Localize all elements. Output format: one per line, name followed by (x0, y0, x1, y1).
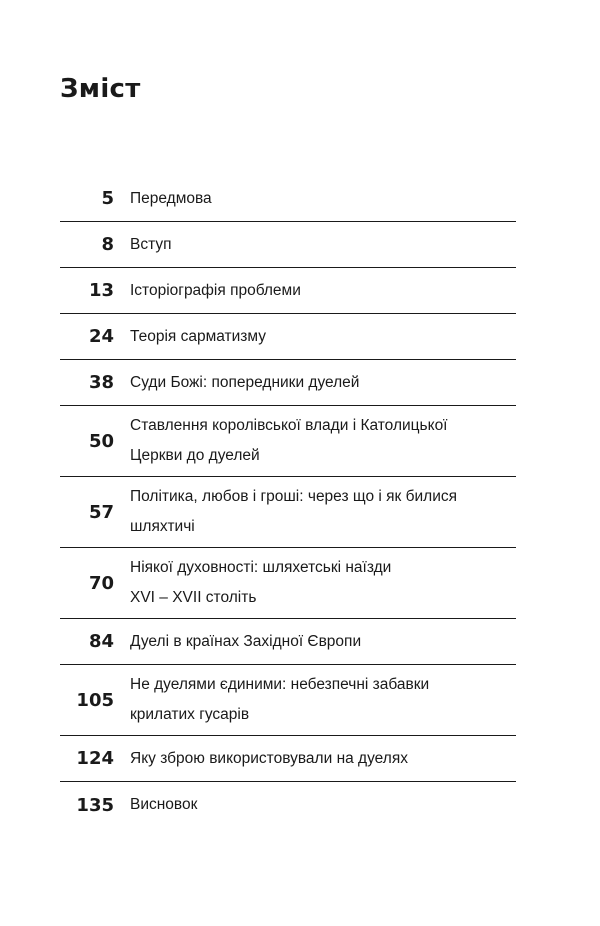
toc-title-line: Ніякої духовності: шляхетські наїзди (130, 559, 392, 576)
toc-page-number: 13 (88, 280, 114, 301)
toc-page-number: 5 (101, 188, 114, 209)
toc-page-number: 8 (101, 234, 114, 255)
toc-title-line: Яку зброю використовували на дуелях (130, 749, 408, 767)
toc-title-line: Висновок (130, 796, 198, 813)
table-of-contents (60, 176, 516, 828)
toc-entry-title (130, 482, 457, 542)
toc-page-number: 50 (88, 430, 114, 452)
toc-entry-title (130, 322, 266, 352)
toc-entry-title (130, 411, 448, 471)
toc-entry-title (130, 790, 197, 820)
toc-page-number: 105 (76, 689, 114, 711)
toc-title-line: XVI – XVII століть (130, 589, 257, 606)
toc-entry (60, 665, 516, 736)
toc-page-number: 38 (88, 372, 114, 393)
toc-entry (60, 477, 516, 548)
toc-entry-title (130, 230, 172, 260)
toc-entry (60, 176, 516, 222)
toc-entry-title (130, 276, 301, 306)
toc-page-number: 84 (88, 631, 114, 652)
toc-title-line: Не дуелями єдиними: небезпечні забавки (130, 676, 430, 693)
toc-entry-title (130, 368, 359, 398)
toc-title-line: Церкви до дуелей (130, 447, 260, 464)
toc-entry-title (130, 553, 391, 613)
toc-page-number: 70 (88, 572, 114, 594)
toc-entry (60, 314, 516, 360)
toc-entry-title (130, 670, 429, 730)
toc-page-number: 24 (88, 326, 114, 347)
toc-title-line: Історіографія проблеми (130, 281, 301, 299)
toc-page-number: 124 (76, 748, 114, 769)
toc-title-line: Теорія сарматизму (130, 327, 266, 345)
toc-title-line: Політика, любов і гроші: через що і як билися (130, 488, 457, 505)
toc-entry (60, 268, 516, 314)
toc-entry-title (130, 627, 361, 657)
toc-title-line: Дуелі в країнах Західної Європи (130, 632, 362, 650)
toc-entry (60, 360, 516, 406)
toc-page-number: 57 (88, 501, 114, 523)
toc-title-line: Суди Божі: попередники дуелей (130, 373, 360, 391)
toc-title-line: Передмова (130, 189, 212, 207)
toc-title-line: Вступ (130, 235, 172, 253)
toc-entry (60, 548, 516, 619)
toc-title-line: Ставлення королівської влади і Католицької (130, 417, 448, 434)
toc-entry (60, 222, 516, 268)
toc-title-line: крилатих гусарів (130, 706, 250, 723)
toc-entry (60, 736, 516, 782)
toc-entry (60, 619, 516, 665)
toc-title-line: шляхтичі (130, 518, 195, 535)
page-title: Зміст (60, 74, 141, 104)
toc-entry (60, 782, 516, 828)
toc-entry-title (130, 184, 212, 214)
toc-page-number: 135 (76, 794, 114, 816)
toc-entry-title (130, 744, 408, 774)
toc-entry (60, 406, 516, 477)
